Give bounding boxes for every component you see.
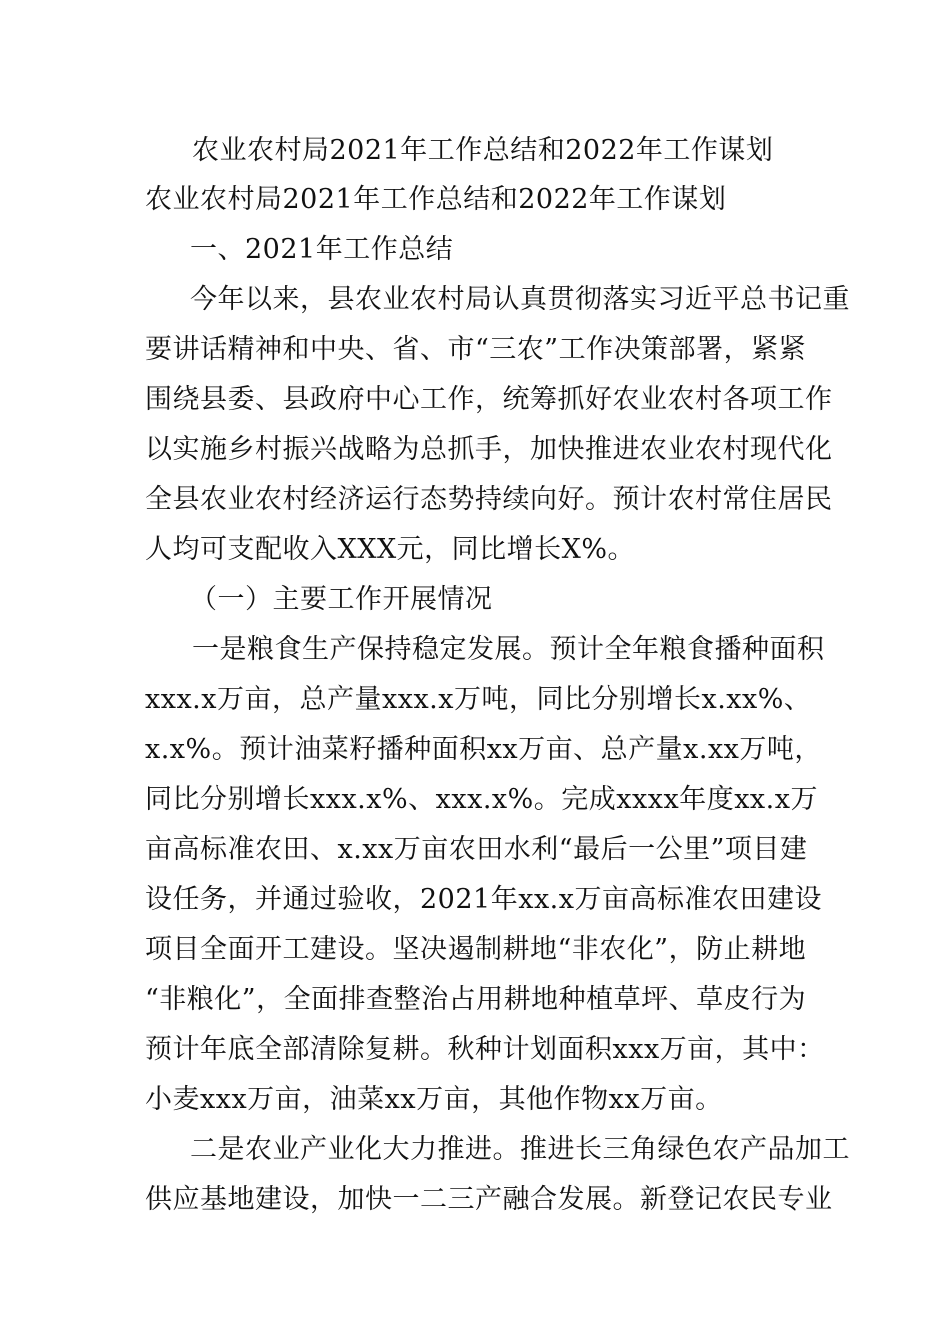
- subsection-heading: （一）主要工作开展情况: [190, 584, 493, 615]
- paragraph-line: 今年以来，县农业农村局认真贯彻落实习近平总书记重: [190, 284, 850, 315]
- paragraph-line: 小麦xxx万亩，油菜xx万亩，其他作物xx万亩。: [145, 1084, 723, 1115]
- paragraph-line: 全县农业农村经济运行态势持续向好。预计农村常住居民: [145, 484, 833, 515]
- paragraph-line: 围绕县委、县政府中心工作，统筹抓好农业农村各项工作: [145, 384, 833, 415]
- paragraph-line: 设任务，并通过验收，2021年xx.x万亩高标准农田建设: [145, 884, 822, 915]
- paragraph-line: 人均可支配收入XXX元，同比增长X%。: [145, 534, 636, 565]
- section-heading: 一、2021年工作总结: [190, 234, 454, 265]
- paragraph-line: “非粮化”，全面排查整治占用耕地种植草坪、草皮行为: [145, 984, 807, 1015]
- paragraph-line: 供应基地建设，加快一二三产融合发展。新登记农民专业: [145, 1184, 833, 1215]
- paragraph-line: 项目全面开工建设。坚决遏制耕地“非农化”，防止耕地: [145, 934, 807, 965]
- paragraph-line: 预计年底全部清除复耕。秋种计划面积xxx万亩，其中：: [145, 1034, 825, 1065]
- document-subtitle: 农业农村局2021年工作总结和2022年工作谋划: [145, 184, 727, 215]
- paragraph-line: xxx.x万亩，总产量xxx.x万吨，同比分别增长x.xx%、: [145, 684, 812, 715]
- paragraph-line: 亩高标准农田、x.xx万亩农田水利“最后一公里”项目建: [145, 834, 808, 865]
- paragraph-line: 以实施乡村振兴战略为总抓手，加快推进农业农村现代化: [145, 434, 833, 465]
- document-title: 农业农村局2021年工作总结和2022年工作谋划: [192, 135, 774, 166]
- paragraph-line: 一是粮食生产保持稳定发展。预计全年粮食播种面积: [192, 634, 825, 665]
- paragraph-line: 二是农业产业化大力推进。推进长三角绿色农产品加工: [190, 1134, 850, 1165]
- paragraph-line: 同比分别增长xxx.x%、xxx.x%。完成xxxx年度xx.x万: [145, 784, 818, 815]
- paragraph-line: 要讲话精神和中央、省、市“三农”工作决策部署，紧紧: [145, 334, 807, 365]
- paragraph-line: x.x%。预计油菜籽播种面积xx万亩、总产量x.xx万吨，: [145, 734, 822, 765]
